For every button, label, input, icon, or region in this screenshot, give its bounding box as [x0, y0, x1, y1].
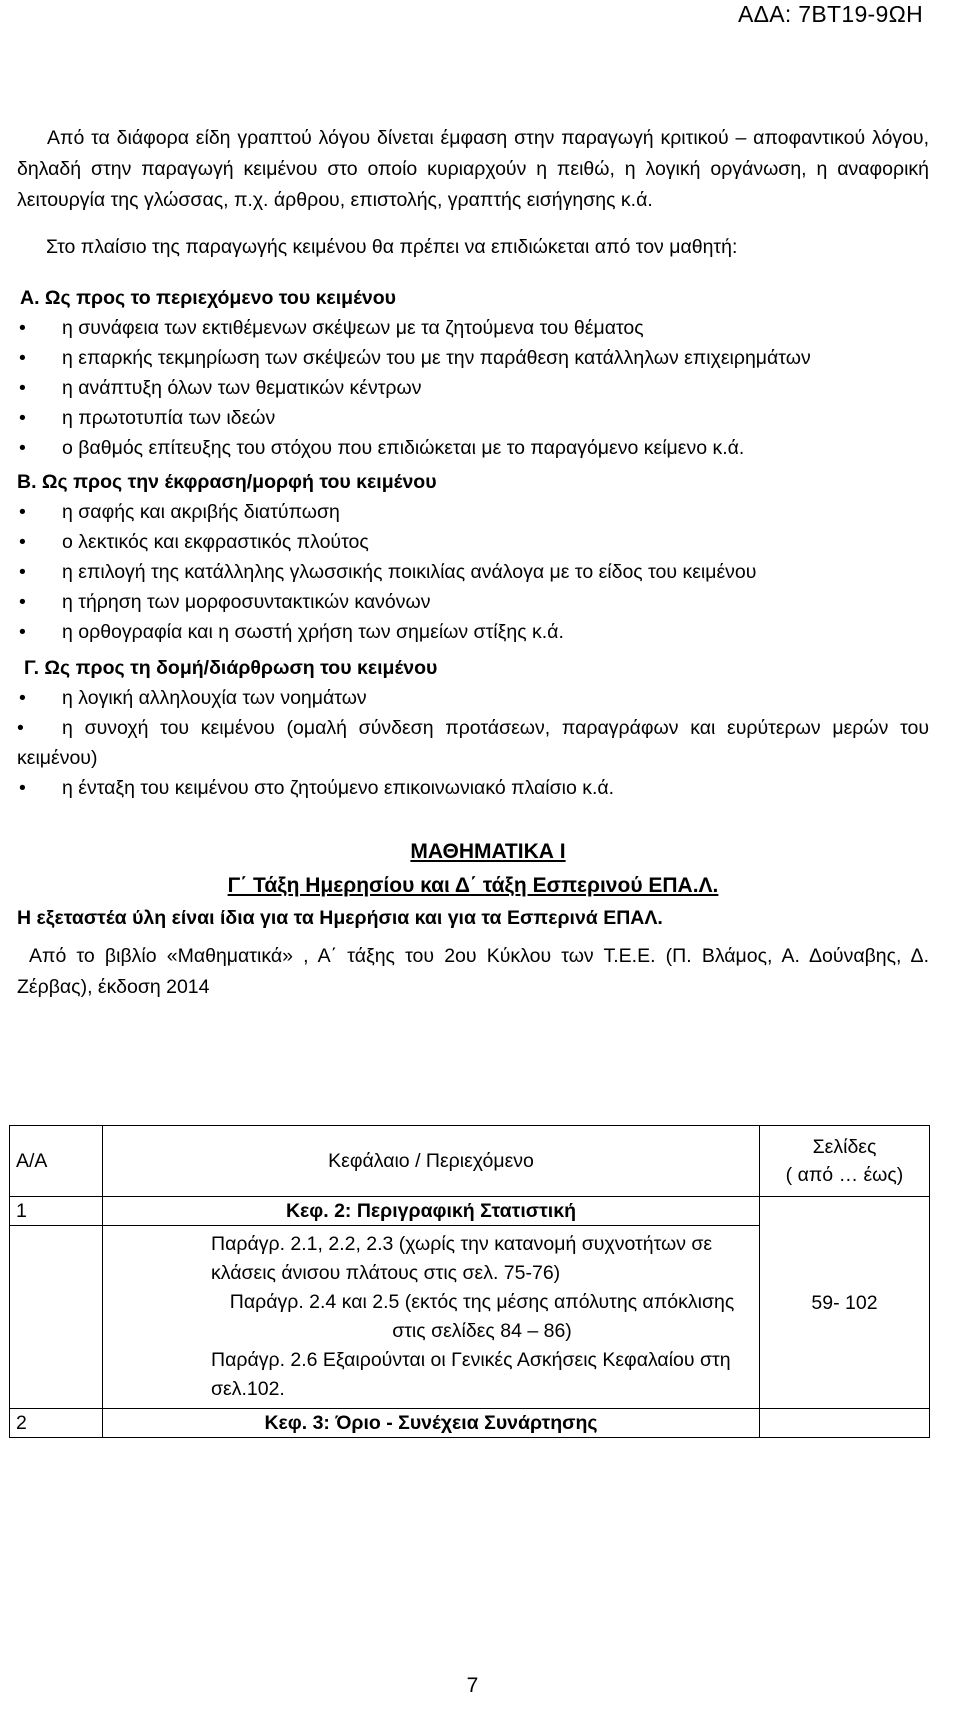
row-pages-empty [760, 1409, 930, 1438]
table-row [10, 1409, 930, 1438]
bullet-icon: • [19, 317, 26, 339]
list-item: • η συνάφεια των εκτιθέμενων σκέψεων με τα ζητούμενα του θέματος [17, 313, 929, 343]
header-num: Α/Α [10, 1126, 103, 1197]
header-pages-label: Σελίδες [812, 1136, 877, 1158]
header-pages-range: ( από … έως) [785, 1164, 904, 1186]
detail-line: Παράγρ. 2.4 και 2.5 (εκτός της μέσης απόλυτης απόκλισης στις σελίδες 84 – 86) [229, 1291, 735, 1342]
book-reference: Από το βιβλίο «Μαθηματικά» , Α΄ τάξης του 2ου Κύκλου των Τ.Ε.Ε. (Π. Βλάμος, Α. Δούναβης, Δ. Ζέρβας), έκδοση 2014 [17, 945, 929, 998]
bullet-icon: • [19, 407, 26, 429]
row-num-empty [10, 1226, 103, 1409]
list-item: • η ανάπτυξη όλων των θεματικών κέντρων [17, 373, 929, 403]
section-a-heading: Α. Ως προς το περιεχόμενο του κειμένου [20, 287, 396, 309]
table-header-row [10, 1126, 930, 1197]
bullet-icon: • [17, 717, 24, 739]
ada-code: ΑΔΑ: 7ΒΤ19-9ΩΗ [737, 1, 923, 27]
list-item: • η τήρηση των μορφοσυντακτικών κανόνων [17, 587, 929, 617]
header-content: Κεφάλαιο / Περιεχόμενο [103, 1126, 760, 1197]
section-c-list [17, 683, 929, 803]
list-item: • ο βαθμός επίτευξης του στόχου που επιδιώκεται με το παραγόμενο κείμενο κ.ά. [17, 433, 929, 463]
exam-material-note: Η εξεταστέα ύλη είναι ίδια για τα Ημερήσια και για τα Εσπερινά ΕΠΑΛ. [17, 907, 663, 929]
list-item: • η επαρκής τεκμηρίωση των σκέψεών του με την παράθεση κατάλληλων επιχειρημάτων [17, 343, 929, 373]
detail-line: Παράγρ. 2.6 Εξαιρούνται οι Γενικές Ασκήσεις Κεφαλαίου στη σελ.102. [211, 1349, 731, 1400]
math-title: ΜΑΘΗΜΑΤΙΚΑ Ι [410, 840, 566, 863]
header-pages [760, 1126, 930, 1197]
bullet-icon: • [19, 377, 26, 399]
bullet-icon: • [19, 347, 26, 369]
list-item: • η λογική αλληλουχία των νοημάτων [17, 683, 929, 713]
chapter-title: Κεφ. 3: Όριο - Συνέχεια Συνάρτησης [103, 1409, 760, 1438]
list-item: • η ορθογραφία και η σωστή χρήση των σημείων στίξης κ.ά. [17, 617, 929, 647]
detail-line: Παράγρ. 2.1, 2.2, 2.3 (χωρίς την κατανομή συχνοτήτων σε κλάσεις άνισου πλάτους στις σελ. 75-76) [211, 1233, 713, 1284]
bullet-icon: • [19, 561, 26, 583]
bullet-icon: • [19, 687, 26, 709]
list-item: • η συνοχή του κειμένου (ομαλή σύνδεση προτάσεων, παραγράφων και ευρύτερων μερών του κειμένου) [17, 713, 929, 773]
bullet-icon: • [19, 531, 26, 553]
bullet-icon: • [19, 621, 26, 643]
list-item: • η επιλογή της κατάλληλης γλωσσικής ποικιλίας ανάλογα με το είδος του κειμένου [17, 557, 929, 587]
math-subtitle: Γ΄ Τάξη Ημερησίου και Δ΄ τάξη Εσπερινού ΕΠΑ.Λ. [227, 874, 719, 897]
list-item: • η σαφής και ακριβής διατύπωση [17, 497, 929, 527]
row-num: 2 [10, 1409, 103, 1438]
list-item: • ο λεκτικός και εκφραστικός πλούτος [17, 527, 929, 557]
chapter-details [103, 1226, 760, 1409]
document-body [17, 123, 929, 1003]
list-item: • η ένταξη του κειμένου στο ζητούμενο επικοινωνιακό πλαίσιο κ.ά. [17, 773, 929, 803]
intro-paragraph: Από τα διάφορα είδη γραπτού λόγου δίνεται έμφαση στην παραγωγή κριτικού – αποφαντικού λόγου, δηλαδή στην παραγωγή κειμένου στο οποίο κυριαρχούν η πειθώ, η λογική οργάνωση, η αναφορική λειτουργία της γλώσσας, π.χ. άρθρου, επιστολής, γραπτής εισήγησης κ.ά. [17, 127, 929, 211]
row-num: 1 [10, 1197, 103, 1226]
bullet-icon: • [19, 591, 26, 613]
section-c-heading: Γ. Ως προς τη δομή/διάρθρωση του κειμένου [24, 657, 438, 679]
chapter-title: Κεφ. 2: Περιγραφική Στατιστική [103, 1197, 760, 1226]
page-number: 7 [466, 1674, 479, 1697]
bullet-icon: • [19, 501, 26, 523]
bullet-icon: • [19, 437, 26, 459]
row-pages: 59- 102 [760, 1197, 930, 1409]
bullet-icon: • [19, 777, 26, 799]
syllabus-table [9, 1125, 930, 1438]
lead-sentence: Στο πλαίσιο της παραγωγής κειμένου θα πρέπει να επιδιώκεται από τον μαθητή: [46, 236, 738, 258]
section-b-heading: Β. Ως προς την έκφραση/μορφή του κειμένου [17, 471, 437, 493]
section-a-list [17, 313, 929, 463]
table-row [10, 1197, 930, 1226]
list-item: • η πρωτοτυπία των ιδεών [17, 403, 929, 433]
section-b-list [17, 497, 929, 647]
